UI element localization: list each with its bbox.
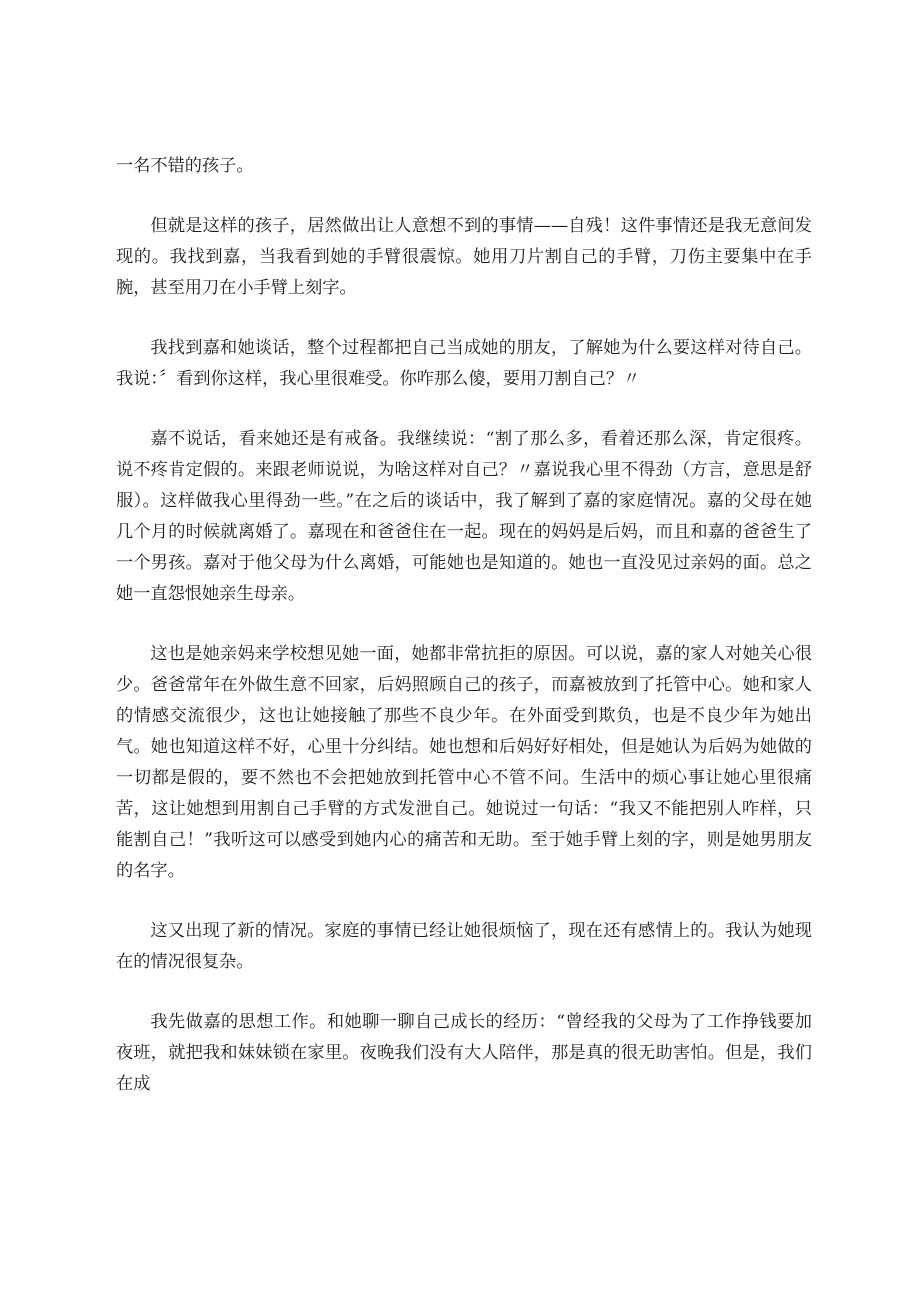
paragraph-2: 但就是这样的孩子，居然做出让人意想不到的事情——自残！这件事情还是我无意间发现的。我找到嘉，当我看到她的手臂很震惊。她用刀片割自己的手臂，刀伤主要集中在手腕，甚至用刀在小手臂上刻字。 <box>116 216 812 298</box>
paragraph-spacer <box>116 887 812 916</box>
paragraph-3: 我找到嘉和她谈话，整个过程都把自己当成她的朋友，了解她为什么要这样对待自己。我说：〞看到你这样，我心里很难受。你咋那么傻，要用刀割自己？〃 <box>116 338 812 389</box>
paragraph-spacer <box>116 182 812 211</box>
paragraph-spacer <box>116 610 812 639</box>
paragraph-4: 嘉不说话，看来她还是有戒备。我继续说：“割了那么多，看着还那么深，肯定很疼。说不疼肯定假的。来跟老师说说，为啥这样对自己？〃嘉说我心里不得劲（方言，意思是舒服）。这样做我心里得劲一些。”在之后的谈话中，我了解到了嘉的家庭情况。嘉的父母在她几个月的时候就离婚了。嘉现在和爸爸住在一起。现在的妈妈是后妈，而且和嘉的爸爸生了一个男孩。嘉对于他父母为什么离婚，可能她也是知道的。她也一直没见过亲妈的面。总之她一直怨恨她亲生母亲。 <box>116 429 812 604</box>
paragraph-6: 这又出现了新的情况。家庭的事情已经让她很烦恼了，现在还有感情上的。我认为她现在的情况很复杂。 <box>116 921 812 972</box>
paragraph-spacer <box>116 978 812 1007</box>
paragraph-spacer <box>116 395 812 424</box>
paragraph-spacer <box>116 304 812 333</box>
paragraph-7: 我先做嘉的思想工作。和她聊一聊自己成长的经历：“曾经我的父母为了工作挣钱要加夜班，就把我和妹妹锁在家里。夜晚我们没有大人陪伴，那是真的很无助害怕。但是，我们在成 <box>116 1012 812 1094</box>
paragraph-1: 一名不错的孩子。 <box>116 156 254 176</box>
paragraph-5: 这也是她亲妈来学校想见她一面，她都非常抗拒的原因。可以说，嘉的家人对她关心很少。爸爸常年在外做生意不回家，后妈照顾自己的孩子，而嘉被放到了托管中心。她和家人的情感交流很少，这也让她接触了那些不良少年。在外面受到欺负，也是不良少年为她出气。她也知道这样不好，心里十分纠结。她也想和后妈好好相处，但是她认为后妈为她做的一切都是假的，要不然也不会把她放到托管中心不管不问。生活中的烦心事让她心里很痛苦，这让她想到用割自己手臂的方式发泄自己。她说过一句话：“我又不能把别人咋样，只能割自己！”我听这可以感受到她内心的痛苦和无助。至于她手臂上刻的字，则是她男朋友的名字。 <box>116 644 812 881</box>
document-page <box>116 151 812 1100</box>
